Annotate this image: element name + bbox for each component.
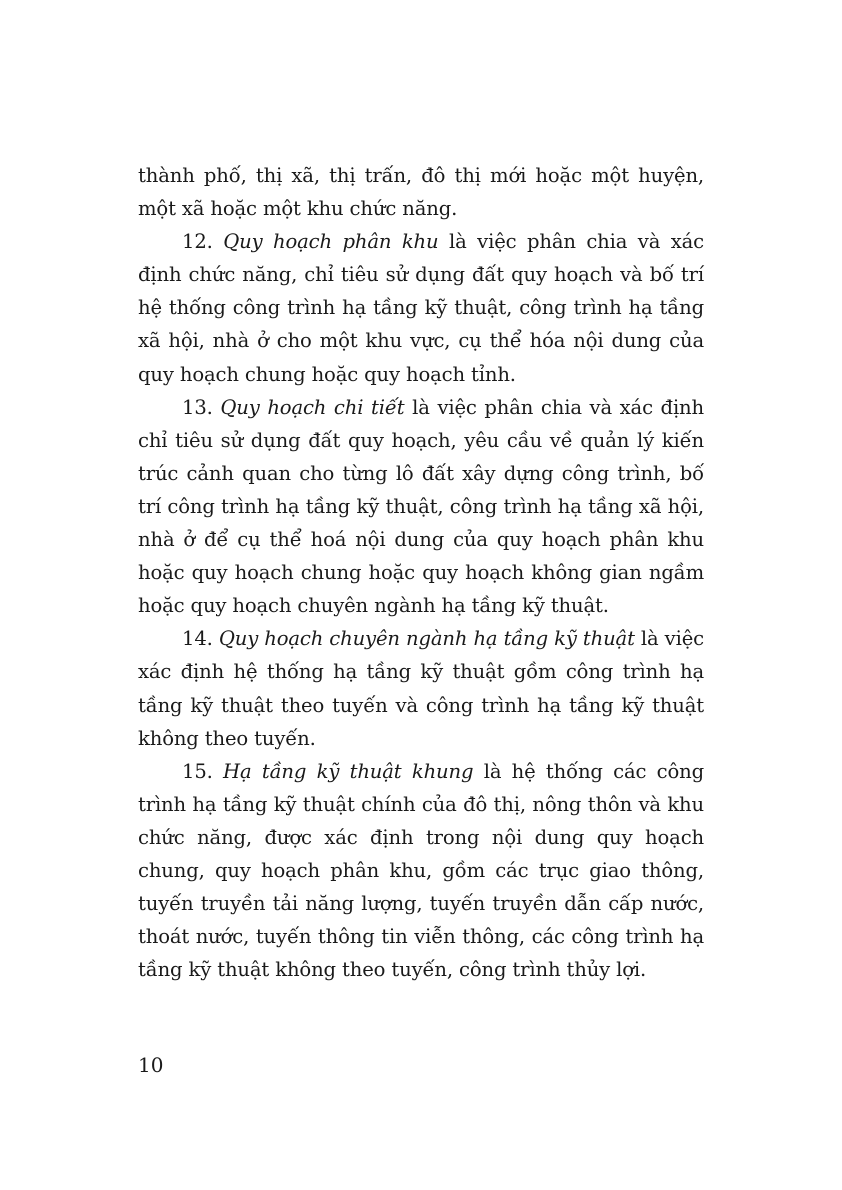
definition-term: Quy hoạch chuyên ngành hạ tầng kỹ thuật [218, 627, 635, 651]
paragraph-text: thành phố, thị xã, thị trấn, đô thị mới hoặc một huyện, một xã hoặc một khu chức năng. [138, 164, 704, 221]
definition-text: là việc phân chia và xác định chức năng, chỉ tiêu sử dụng đất quy hoạch và bố trí hệ thống công trình hạ tầng kỹ thuật, công trình hạ tầng xã hội, nhà ở cho một khu vực, cụ thể hóa nội dung của quy hoạch chung hoặc quy hoạch tỉnh. [138, 230, 704, 386]
page-number: 10 [138, 1053, 164, 1077]
definition-13 [138, 391, 704, 623]
paragraph-continuation [138, 159, 704, 225]
definition-number: 14. [182, 627, 219, 651]
definition-14 [138, 622, 704, 754]
definition-text: là việc xác định hệ thống hạ tầng kỹ thuật gồm công trình hạ tầng kỹ thuật theo tuyến và công trình hạ tầng kỹ thuật không theo tuyến. [138, 627, 704, 750]
definition-15 [138, 755, 704, 987]
definition-text: là hệ thống các công trình hạ tầng kỹ thuật chính của đô thị, nông thôn và khu chức năng, được xác định trong nội dung quy hoạch chung, quy hoạch phân khu, gồm các trục giao thông, tuyến truyền tải năng lượng, tuyến truyền dẫn cấp nước, thoát nước, tuyến thông tin viễn thông, các công trình hạ tầng kỹ thuật không theo tuyến, công trình thủy lợi. [138, 759, 704, 982]
page-body [138, 159, 704, 986]
definition-number: 13. [182, 395, 221, 419]
definition-term: Quy hoạch chi tiết [220, 395, 405, 419]
definition-text: là việc phân chia và xác định chỉ tiêu sử dụng đất quy hoạch, yêu cầu về quản lý kiến trúc cảnh quan cho từng lô đất xây dựng công trình, bố trí công trình hạ tầng kỹ thuật, công trình hạ tầng xã hội, nhà ở để cụ thể hoá nội dung của quy hoạch phân khu hoặc quy hoạch chung hoặc quy hoạch không gian ngầm hoặc quy hoạch chuyên ngành hạ tầng kỹ thuật. [138, 395, 705, 618]
definition-term: Quy hoạch phân khu [223, 230, 439, 254]
definition-number: 12. [182, 230, 224, 254]
definition-12 [138, 225, 704, 390]
definition-term: Hạ tầng kỹ thuật khung [223, 759, 474, 783]
definition-number: 15. [182, 759, 224, 783]
